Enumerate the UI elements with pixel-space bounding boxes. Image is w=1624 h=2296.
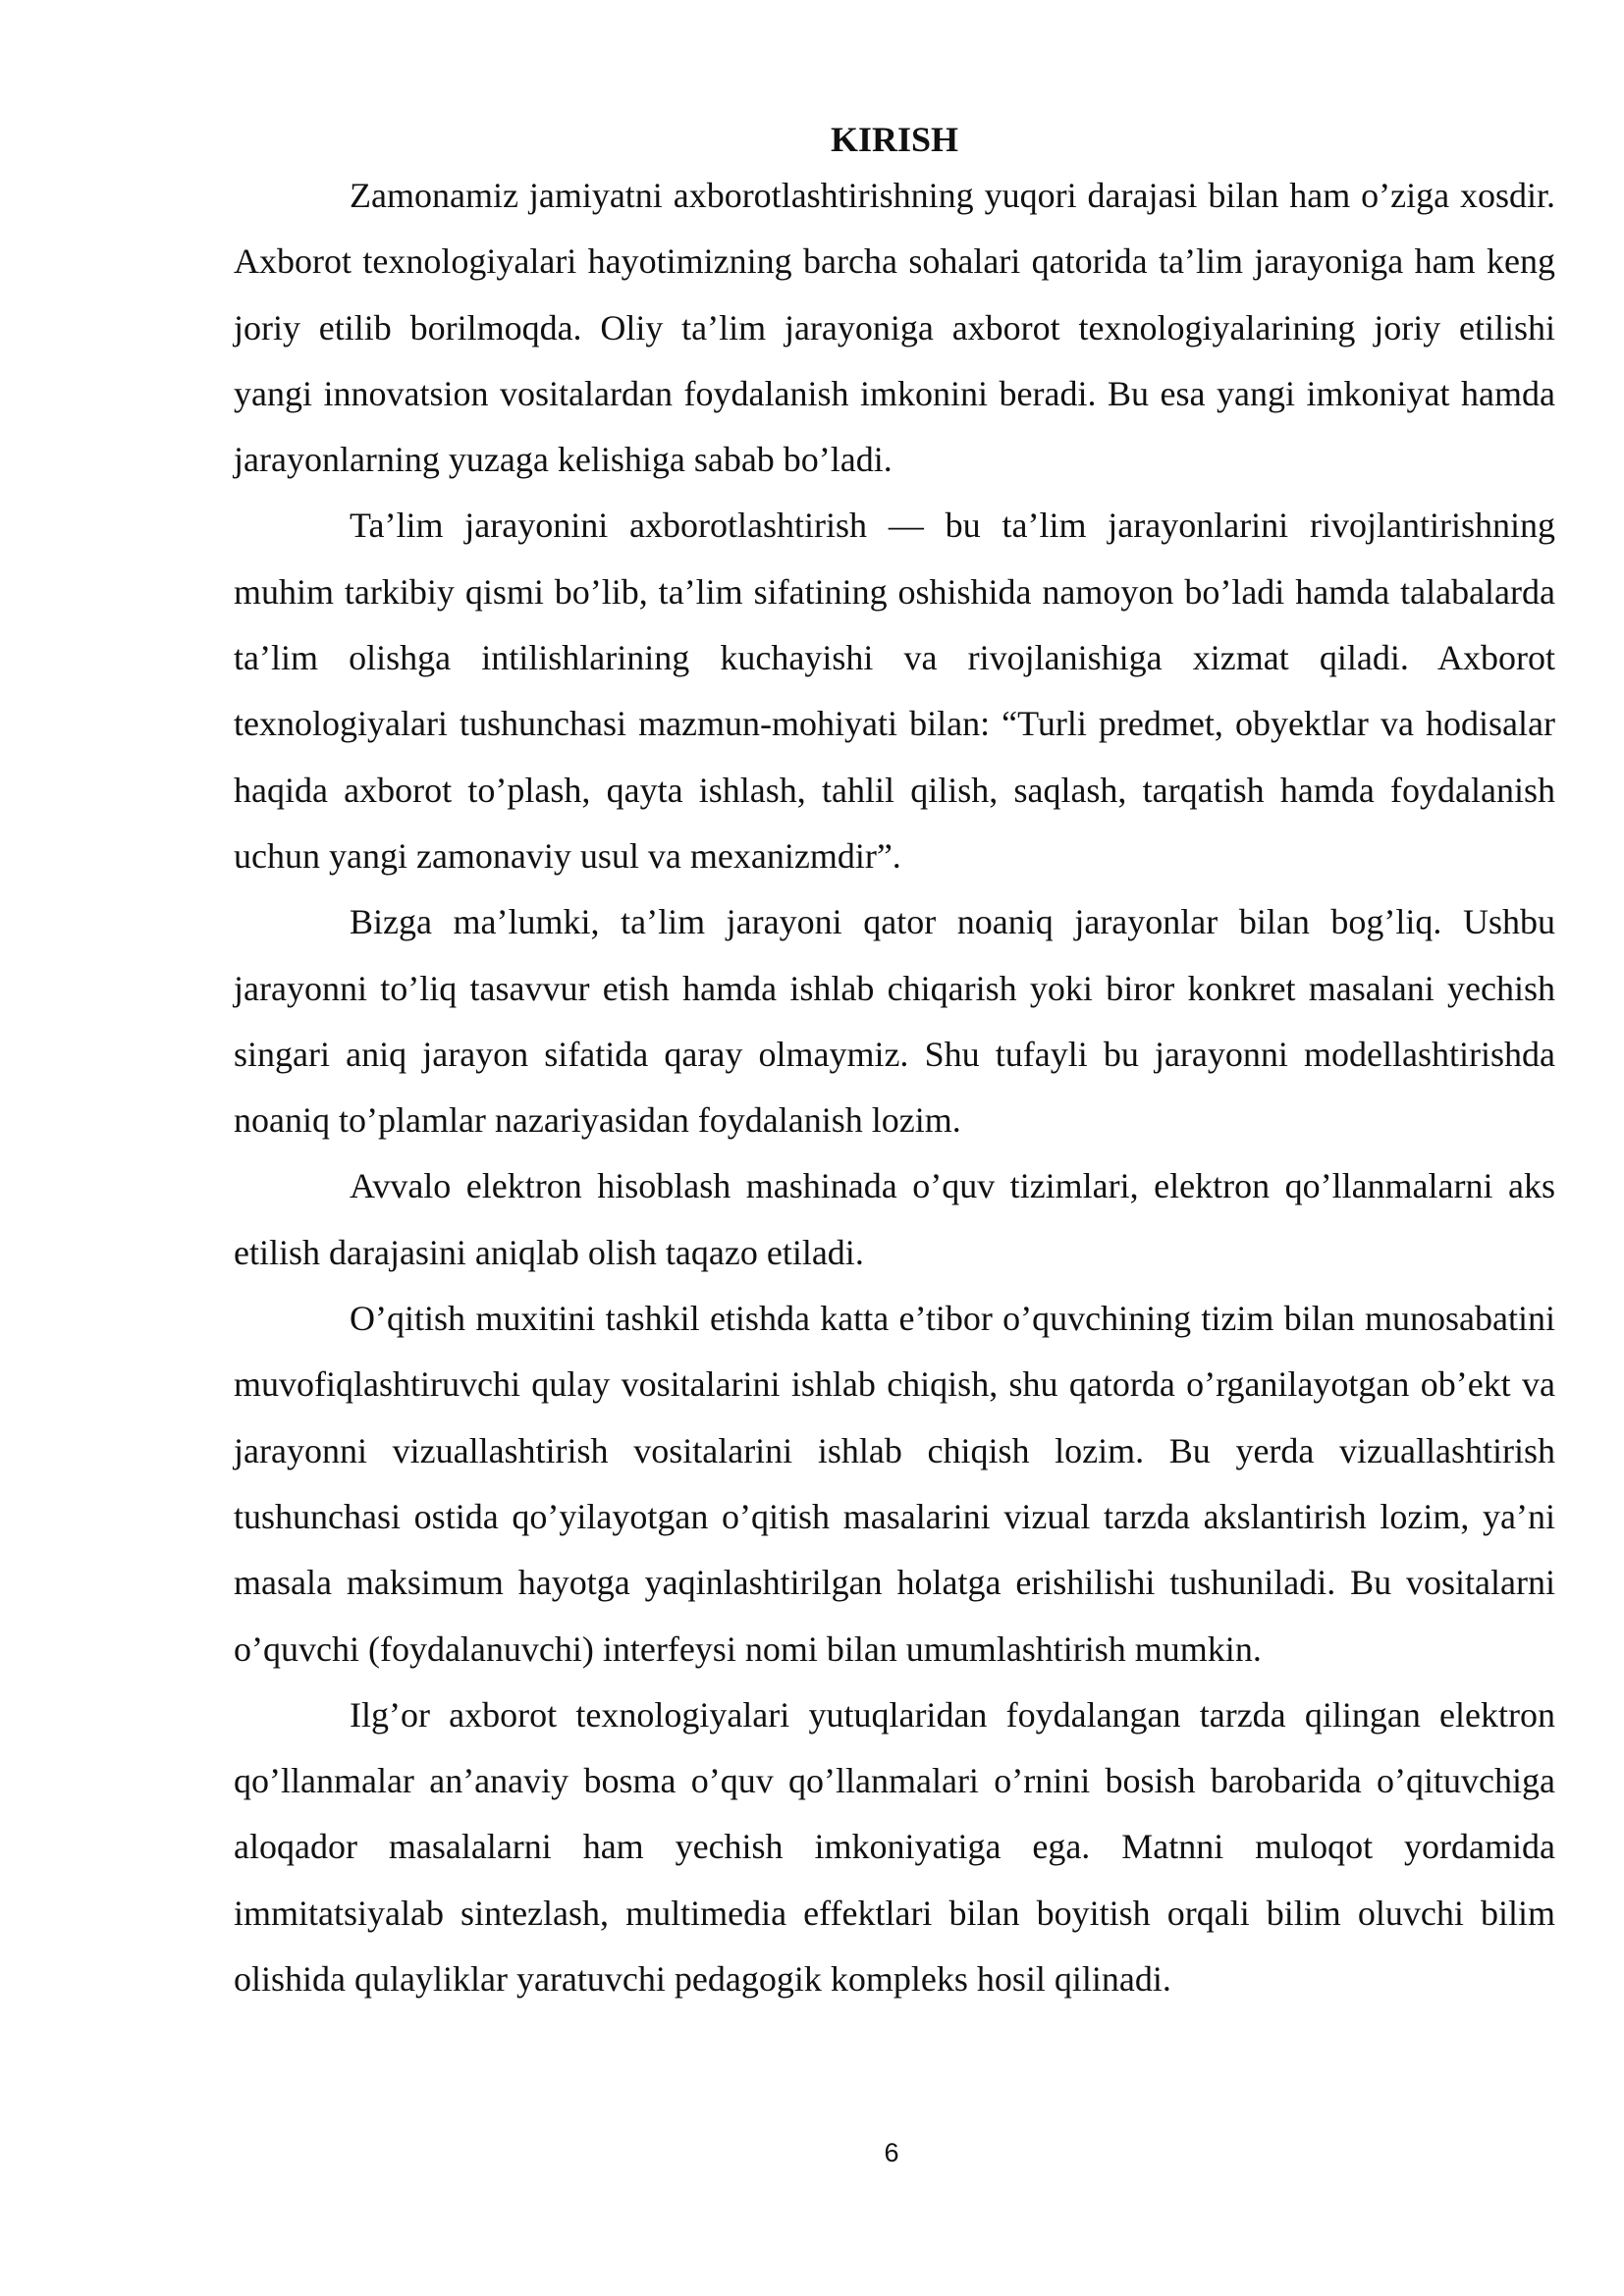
section-title: KIRISH	[830, 120, 959, 159]
page-number: 6	[884, 2138, 899, 2167]
paragraph-3: Bizga ma’lumki, ta’lim jarayoni qator noaniq jarayonlar bilan bog’liq. Ushbu jarayonni to’liq tasavvur etish hamda ishlab chiqarish yoki biror konkret masalani yechish singari aniq jarayon sifatida qaray olmaymiz. Shu tufayli bu jarayonni modellashtirishda noaniq to’plamlar nazariyasidan foydalanish lozim.	[234, 902, 1555, 1141]
paragraph-6: Ilg’or axborot texnologiyalari yutuqlaridan foydalangan tarzda qilingan elektron qo’llanmalar an’anaviy bosma o’quv qo’llanmalari o’rnini bosish barobarida o’qituvchiga aloqador masalalarni ham yechish imkoniyatiga ega. Matnni muloqot yordamida immitatsiyalab sintezlash, multimedia effektlari bilan boyitish orqali bilim oluvchi bilim olishida qulayliklar yaratuvchi pedagogik kompleks hosil qilinadi.	[234, 1694, 1555, 2000]
paragraph-1: Zamonamiz jamiyatni axborotlashtirishning yuqori darajasi bilan ham o’ziga xosdir. Axborot texnologiyalari hayotimizning barcha sohalari qatorida ta’lim jarayoniga ham keng joriy etilib borilmoqda. Oliy ta’lim jarayoniga axborot texnologiyalarining joriy etilishi yangi innovatsion vositalardan foydalanish imkonini beradi. Bu esa yangi imkoniyat hamda jarayonlarning yuzaga kelishiga sabab bo’ladi.	[234, 176, 1555, 480]
paragraph-2: Ta’lim jarayonini axborotlashtirish — bu ta’lim jarayonlarini rivojlantirishning muhim tarkibiy qismi bo’lib, ta’lim sifatining oshishida namoyon bo’ladi hamda talabalarda ta’lim olishga intilishlarining kuchayishi va rivojlanishiga xizmat qiladi. Axborot texnologiyalari tushunchasi mazmun-mohiyati bilan: “Turli predmet, obyektlar va hodisalar haqida axborot to’plash, qayta ishlash, tahlil qilish, saqlash, tarqatish hamda foydalanish uchun yangi zamonaviy usul va mexanizmdir”.	[234, 506, 1555, 876]
paragraph-5: O’qitish muxitini tashkil etishda katta e’tibor o’quvchining tizim bilan munosabatini muvofiqlashtiruvchi qulay vositalarini ishlab chiqish, shu qatorda o’rganilayotgan ob’ekt va jarayonni vizuallashtirish vositalarini ishlab chiqish lozim. Bu yerda vizuallashtirish tushunchasi ostida qo’yilayotgan o’qitish masalarini vizual tarzda akslantirish lozim, ya’ni masala maksimum hayotga yaqinlashtirilgan holatga erishilishi tushuniladi. Bu vositalarni o’quvchi (foydalanuvchi) interfeysi nomi bilan umumlashtirish mumkin.	[234, 1299, 1555, 1669]
paragraph-4: Avvalo elektron hisoblash mashinada o’quv tizimlari, elektron qo’llanmalarni aks etilish darajasini aniqlab olish taqazo etiladi.	[234, 1166, 1555, 1272]
page-body	[234, 116, 1555, 2012]
